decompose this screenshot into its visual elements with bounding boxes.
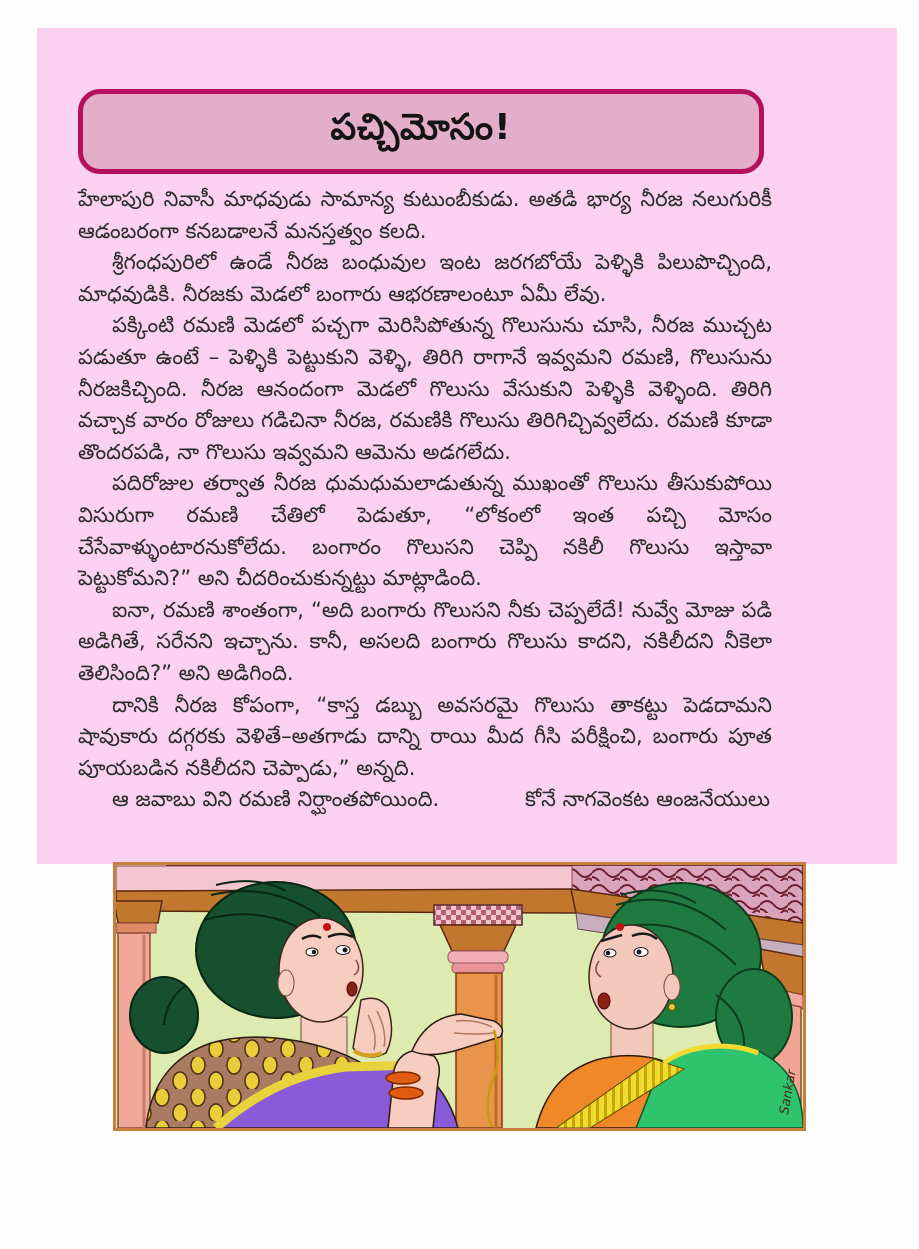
- story-paragraph: హేలాపురి నివాసీ మాధవుడు సామాన్య కుటుంబీకుడు. అతడి భార్య నీరజ నలుగురికీ ఆడంబరంగా కనబడాలనే మనస్తత్వం కలది.: [78, 187, 772, 243]
- closing-row: [78, 784, 772, 816]
- story-text: [78, 184, 772, 816]
- author-name: కోనే నాగవెంకట ఆంజనేయులు: [524, 787, 770, 812]
- story-paragraph: దానికి నీరజ కోపంగా, “కాస్త డబ్బు అవసరమై గొలుసు తాకట్టు పెడదామని షావుకారు దగ్గరకు వెళితే–అతగాడు దాన్ని రాయి మీద గీసి పరీక్షించి, బంగారు పూత పూయబడిన నకిలీదని చెప్పాడు,” అన్నది.: [78, 692, 772, 780]
- story-paragraph: పదిరోజుల తర్వాత నీరజ ధుమధుమలాడుతున్న ముఖంతో గొలుసు తీసుకుపోయి విసురుగా రమణి చేతిలో పెడుతూ, “లోకంలో ఇంత పచ్చి మోసం చేసేవాళ్ళుంటారనుకోలేదు. బంగారం గొలుసని చెప్పి నకిలీ గొలుసు ఇస్తావా పెట్టుకోమని?” అని చీదరించుకున్నట్టు మాట్లాడింది.: [78, 471, 772, 591]
- artist-signature: Sankar: [777, 1068, 800, 1116]
- story-paragraph: శ్రీగంధపురిలో ఉండే నీరజ బంధువుల ఇంట జరగబోయే పెళ్ళికి పిలుపొచ్చింది, మాధవుడికి. నీరజకు మెడలో బంగారు ఆభరణాలంటూ ఏమీ లేవు.: [78, 250, 772, 306]
- closing-sentence: ఆ జవాబు విని రమణి నిర్ఘాంతపోయింది.: [112, 787, 440, 812]
- title-box: [78, 89, 764, 174]
- story-paragraph: పక్కింటి రమణి మెడలో పచ్చగా మెరిసిపోతున్న గొలుసును చూసి, నీరజ ముచ్చట పడుతూ ఉంటే – పెళ్ళికి పెట్టుకుని వెళ్ళి, తిరిగి రాగానే ఇవ్వమని రమణి, గొలుసును నీరజకిచ్చింది. నీరజ ఆనందంగా మెడలో గొలుసు వేసుకుని పెళ్ళికి వెళ్ళింది. తిరిగి వచ్చాక వారం రోజులు గడిచినా నీరజ, రమణికి గొలుసు తిరిగిచ్చివ్వలేదు. రమణి కూడా తొందరపడి, నా గొలుసు ఇవ్వమని ఆమెను అడగలేదు.: [78, 313, 772, 464]
- story-title: పచ్చిమోసం!: [330, 106, 512, 148]
- story-paragraph: ఐనా, రమణి శాంతంగా, “అది బంగారు గొలుసని నీకు చెప్పలేదే! నువ్వే మోజు పడి అడిగితే, సరేనని ఇచ్చాను. కానీ, అసలది బంగారు గొలుసు కాదని, నకిలీదని నీకెలా తెలిసింది?” అని అడిగింది.: [78, 597, 772, 685]
- story-illustration: [113, 862, 806, 1131]
